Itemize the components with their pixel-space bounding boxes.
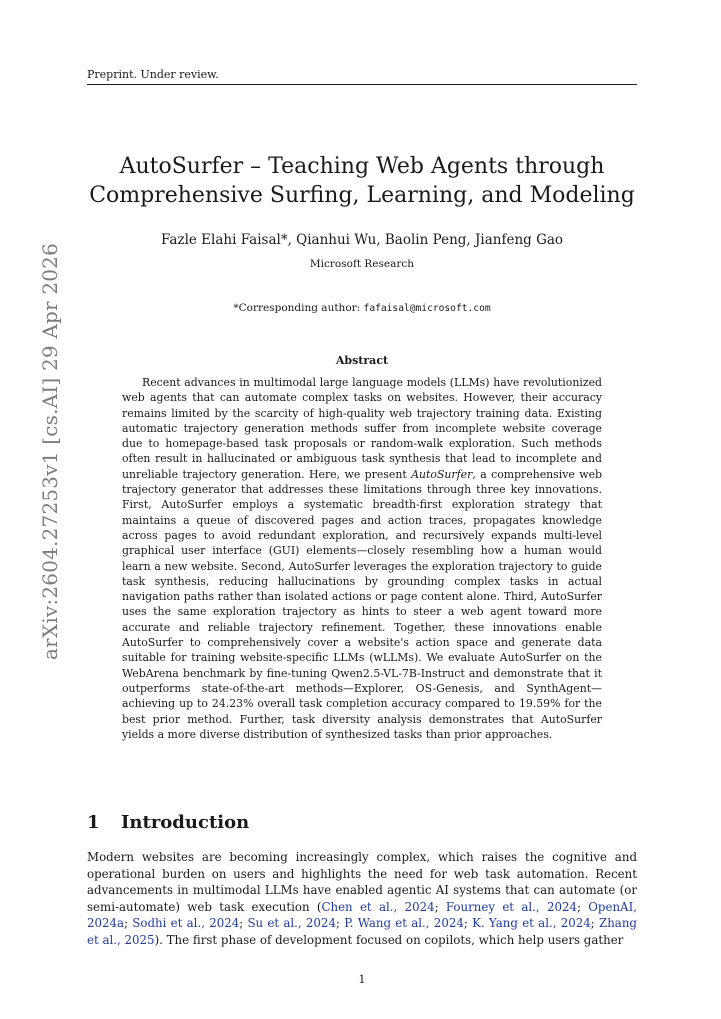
section-heading	[87, 812, 637, 833]
corresponding-email[interactable]: fafaisal@microsoft.com	[363, 303, 491, 314]
citation-link[interactable]: P. Wang et al., 2024	[344, 916, 464, 930]
citation-separator: ;	[124, 916, 133, 930]
title-line-2: Comprehensive Surfing, Learning, and Modeling	[89, 183, 635, 208]
intro-text-1: Modern websites are becoming increasingly complex, which raises the cognitive and operational burden on users and highlights the need for web task automation. Recent advancements in multimodal LLMs have enabled agentic AI systems that can automate (or semi-automate) web task execution (	[87, 850, 637, 914]
title-line-1: AutoSurfer – Teaching Web Agents through	[119, 154, 605, 179]
affiliation: Microsoft Research	[309, 258, 415, 270]
citation-separator: ;	[239, 916, 248, 930]
citation-separator: ;	[576, 899, 589, 914]
running-header: Preprint. Under review.	[87, 68, 637, 85]
abstract-body	[122, 375, 602, 742]
abstract-heading: Abstract	[335, 354, 389, 367]
author-list: Fazle Elahi Faisal*, Qianhui Wu, Baolin Peng, Jianfeng Gao	[160, 232, 564, 248]
citation-separator: ;	[463, 916, 473, 930]
citation-separator: ;	[335, 916, 345, 930]
arxiv-identifier: arXiv:2604.27253v1 [cs.AI] 29 Apr 2026	[38, 242, 62, 660]
section-number: 1	[87, 812, 100, 833]
abstract-system-name: AutoSurfer	[411, 467, 473, 481]
abstract-text-part2: , a comprehensive web trajectory generator that addresses these limitations through three key innovations. First, AutoSurfer employs a systematic breadth-first exploration strategy that maintains a queue of discovered pages and action traces, propagates knowledge across pages to avoid redundant exploration, and recursively expands multi-level graphical user interface (GUI) elements—closely resembling how a human would learn a new website. Second, AutoSurfer leverages the exploration trajectory to guide task synthesis, reducing hallucinations by grounding complex tasks in actual navigation paths rather than isolated actions or page content alone. Third, AutoSurfer uses the same exploration trajectory as hints to steer a web agent toward more accurate and reliable trajectory refinement. Together, these innovations enable AutoSurfer to comprehensively cover a website's action space and generate data suitable for training website-specific LLMs (wLLMs). We evaluate AutoSurfer on the WebArena benchmark by fine-tuning Qwen2.5-VL-7B-Instruct and demonstrate that it outperforms state-of-the-art methods—Explorer, OS-Genesis, and SynthAgent—achieving up to 24.23% overall task completion accuracy compared to 19.59% for the best prior method. Further, task diversity analysis demonstrates that AutoSurfer yields a more diverse distribution of synthesized tasks than prior approaches.	[122, 467, 603, 741]
citation-separator: ;	[590, 916, 599, 930]
citation-separator: ;	[434, 899, 446, 914]
corresponding-label: *Corresponding author:	[233, 302, 364, 314]
citation-link[interactable]: Sodhi et al., 2024	[132, 916, 240, 930]
corresponding-author	[87, 302, 637, 314]
intro-text-2: ). The first phase of development focused on copilots, which help users gather	[154, 932, 624, 947]
citation-link[interactable]: OpenAI, 2024a	[87, 899, 637, 930]
paper-title	[87, 152, 637, 210]
intro-paragraph	[87, 849, 637, 948]
abstract-text-part1: Recent advances in multimodal large language models (LLMs) have revolutionized web agents that can automate complex tasks on websites. However, their accuracy remains limited by the scarcity of high-quality web trajectory training data. Existing automatic trajectory generation methods suffer from incomplete website coverage due to homepage-based task proposals or random-walk exploration. Such methods often result in hallucinated or ambiguous task synthesis that lead to incomplete and unreliable trajectory generation. Here, we present	[122, 376, 602, 481]
page-number: 1	[358, 973, 366, 986]
citation-link[interactable]: Chen et al., 2024	[321, 899, 435, 914]
citation-link[interactable]: Su et al., 2024	[247, 916, 336, 930]
section-title: Introduction	[121, 812, 250, 833]
citation-link[interactable]: K. Yang et al., 2024	[472, 916, 591, 930]
citation-link[interactable]: Fourney et al., 2024	[445, 899, 577, 914]
citation-link[interactable]: Zhang et al., 2025	[87, 916, 637, 947]
